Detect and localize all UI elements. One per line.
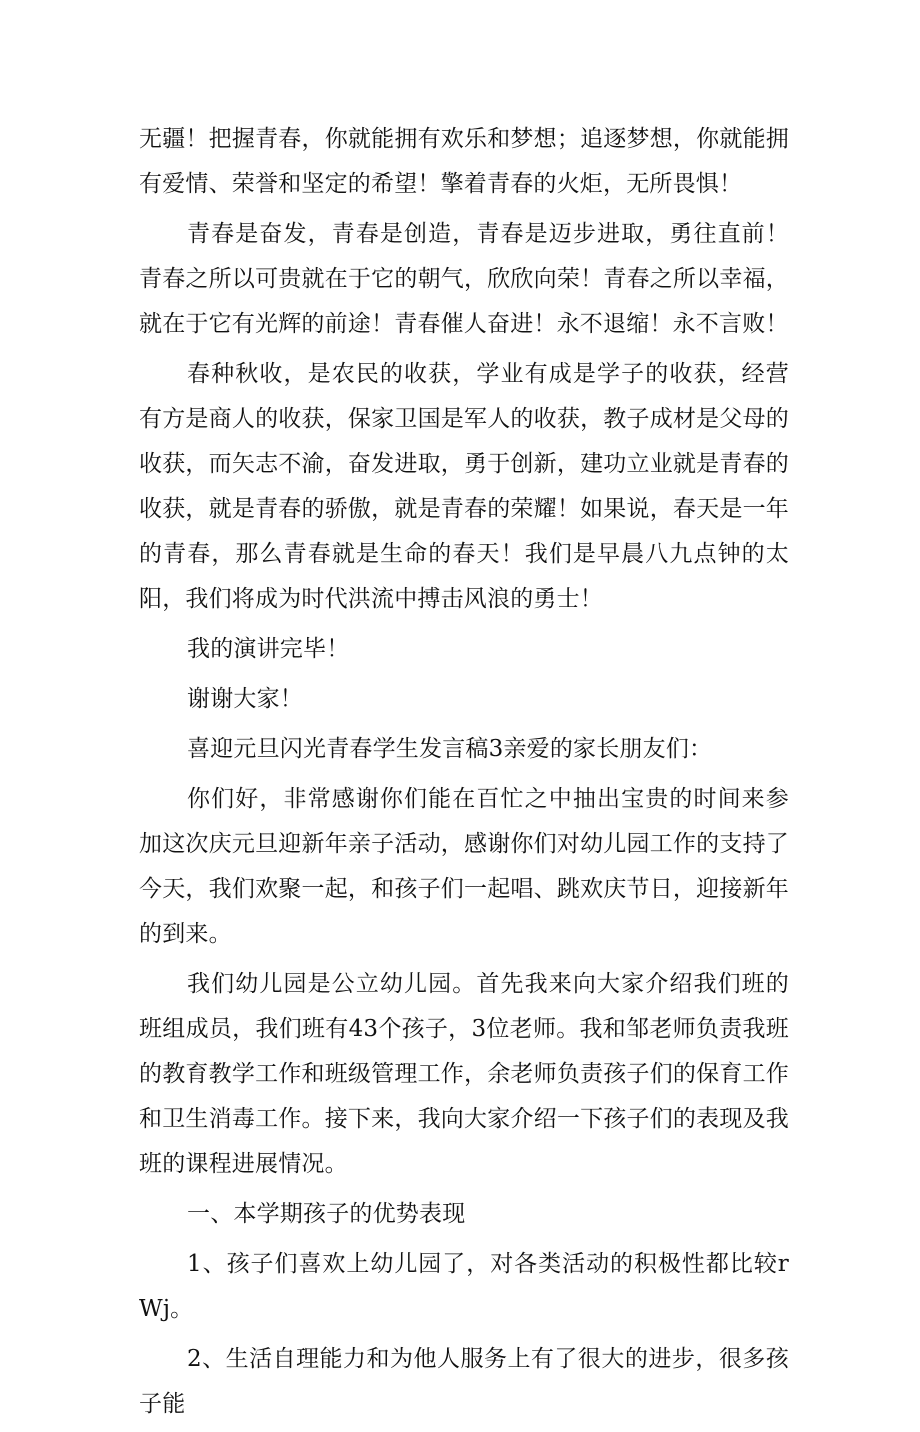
- list-item-1: 1、孩子们喜欢上幼儿园了，对各类活动的积极性都比较rWj。: [139, 1251, 789, 1322]
- paragraph-youth-definition: 青春是奋发，青春是创造，青春是迈步进取，勇往直前！青春之所以可贵就在于它的朝气，欣欣向荣！青春之所以幸福，就在于它有光辉的前途！青春催人奋进！永不退缩！永不言败！: [139, 221, 789, 337]
- paragraph-harvest: 春种秋收，是农民的收获，学业有成是学子的收获，经营有方是商人的收获，保家卫国是军人的收获，教子成材是父母的收获，而矢志不渝，奋发进取，勇于创新，建功立业就是青春的收获，就是青春的骄傲，就是青春的荣耀！如果说，春天是一年的青春，那么青春就是生命的春天！我们是早晨八九点钟的太阳，我们将成为时代洪流中搏击风浪的勇士！: [139, 361, 789, 612]
- section-heading-strengths: 一、本学期孩子的优势表现: [187, 1201, 466, 1227]
- list-item-2: 2、生活自理能力和为他人服务上有了很大的进步，很多孩子能: [139, 1346, 789, 1417]
- paragraph-greeting: 你们好，非常感谢你们能在百忙之中抽出宝贵的时间来参加这次庆元旦迎新年亲子活动，感谢你们对幼儿园工作的支持了今天，我们欢聚一起，和孩子们一起唱、跳欢庆节日，迎接新年的到来。: [139, 786, 789, 947]
- document-body: [139, 117, 789, 1432]
- paragraph-class-intro: 我们幼儿园是公立幼儿园。首先我来向大家介绍我们班的班组成员，我们班有43个孩子，3位老师。我和邹老师负责我班的教育教学工作和班级管理工作，余老师负责孩子们的保育工作和卫生消毒工作。接下来，我向大家介绍一下孩子们的表现及我班的课程进展情况。: [139, 971, 789, 1177]
- paragraph-continuation: 无疆！把握青春，你就能拥有欢乐和梦想；追逐梦想，你就能拥有爱情、荣誉和坚定的希望！擎着青春的火炬，无所畏惧！: [139, 126, 789, 197]
- paragraph-speech-end: 我的演讲完毕！: [187, 636, 350, 662]
- paragraph-speech-3-heading: 喜迎元旦闪光青春学生发言稿3亲爱的家长朋友们：: [187, 736, 713, 762]
- paragraph-thanks: 谢谢大家！: [187, 686, 303, 712]
